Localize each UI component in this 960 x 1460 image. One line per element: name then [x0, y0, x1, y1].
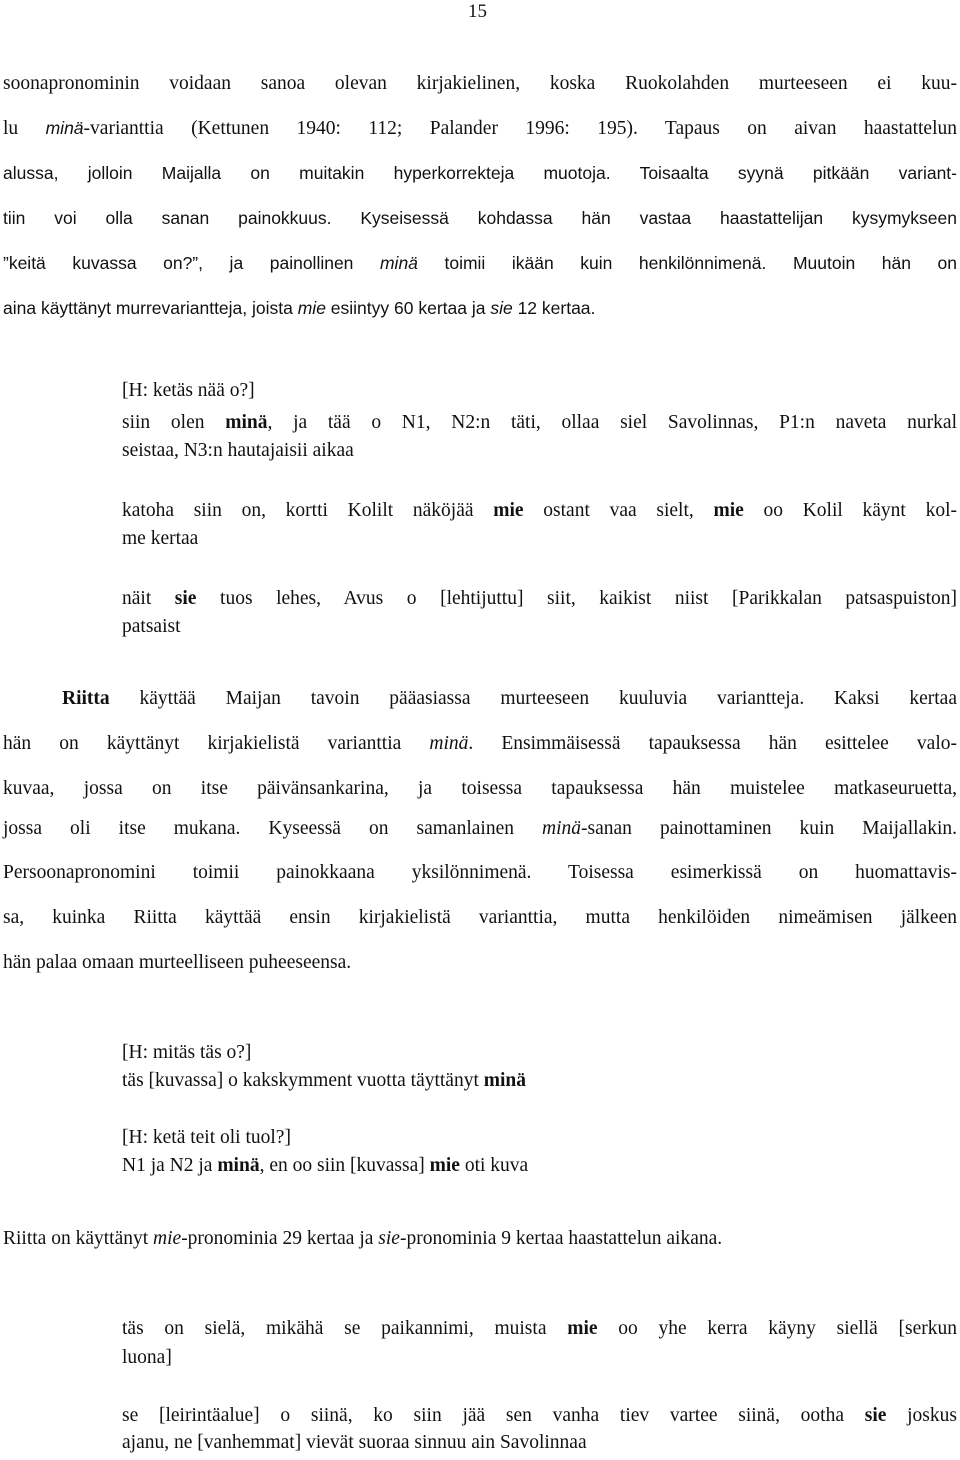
italic-term: mie	[297, 298, 326, 318]
bold-pronoun: minä	[483, 1070, 527, 1091]
text-line: Riitta käyttää Maijan tavoin pääasiassa murteeseen kuuluvia variantteja. Kaksi kertaa	[62, 688, 957, 709]
bold-name: Riitta	[62, 688, 110, 709]
quote-line: katoha siin on, kortti Kolilt näköjää mie ostant vaa sielt, mie oo Kolil käynt kol-	[122, 500, 957, 521]
text-line: aina käyttänyt murrevariantteja, joista mie esiintyy 60 kertaa ja sie 12 kertaa.	[3, 298, 596, 318]
page-number: 15	[468, 1, 487, 22]
bold-pronoun: sie	[864, 1405, 887, 1426]
quote-line: N1 ja N2 ja minä, en oo siin [kuvassa] mie oti kuva	[122, 1155, 529, 1176]
quote-line: se [leirintäalue] o siinä, ko siin jää sen vanha tiev vartee siinä, ootha sie joskus	[122, 1405, 957, 1426]
quote-line: seistaa, N3:n hautajaisii aikaa	[122, 440, 354, 461]
quote-line: siin olen minä, ja tää o N1, N2:n täti, ollaa siel Savolinnas, P1:n naveta nurkal	[122, 412, 957, 433]
bold-pronoun: mie	[567, 1318, 598, 1339]
italic-term: minä	[45, 118, 84, 138]
bold-pronoun: minä	[225, 412, 268, 433]
quote-line: ajanu, ne [vanhemmat] vievät suoraa sinnuu ain Savolinnaa	[122, 1432, 587, 1453]
text-line: soonapronominin voidaan sanoa olevan kirjakielinen, koska Ruokolahden murteeseen ei kuu-	[3, 73, 957, 94]
quote-line: luona]	[122, 1347, 172, 1368]
bold-pronoun: mie	[493, 500, 524, 521]
quote-line: näit sie tuos lehes, Avus o [lehtijuttu] siit, kaikist niist [Parikkalan patsaspuiston]	[122, 588, 957, 609]
bold-pronoun: mie	[429, 1155, 460, 1176]
interviewer-prompt: [H: mitäs täs o?]	[122, 1042, 252, 1063]
italic-term: minä	[429, 733, 469, 754]
italic-term: sie	[490, 298, 513, 318]
quote-line: me kertaa	[122, 528, 199, 549]
italic-term: mie	[153, 1228, 182, 1249]
text-line: Riitta on käyttänyt mie-pronominia 29 kertaa ja sie-pronominia 9 kertaa haastattelun aikana.	[3, 1228, 723, 1249]
text-line: hän on käyttänyt kirjakielistä varianttia minä. Ensimmäisessä tapauksessa hän esittelee valo-	[3, 733, 957, 754]
bold-pronoun: mie	[713, 500, 744, 521]
bold-pronoun: minä	[217, 1155, 260, 1176]
text-line: ”keitä kuvassa on?”, ja painollinen minä toimii ikään kuin henkilönnimenä. Muutoin hän on	[3, 253, 957, 273]
text-line: lu minä-varianttia (Kettunen 1940: 112; Palander 1996: 195). Tapaus on aivan haastattelun	[3, 118, 958, 139]
text-line: hän palaa omaan murteelliseen puheeseensa.	[3, 952, 352, 973]
text-line: jossa oli itse mukana. Kyseessä on samanlainen minä-sanan painottaminen kuin Maijallakin.	[3, 818, 957, 839]
italic-term: sie	[378, 1228, 400, 1249]
italic-term: minä	[542, 818, 582, 839]
interviewer-prompt: [H: ketä teit oli tuol?]	[122, 1127, 291, 1148]
text-line: kuvaa, jossa on itse päivänsankarina, ja toisessa tapauksessa hän muistelee matkaseuruetta,	[3, 778, 957, 799]
bold-pronoun: sie	[174, 588, 197, 609]
italic-term: minä	[379, 253, 418, 273]
quote-line: patsaist	[122, 616, 181, 637]
text-line: tiin voi olla sanan painokkuus. Kyseisessä kohdassa hän vastaa haastattelijan kysymykseen	[3, 208, 957, 228]
text-line: alussa, jolloin Maijalla on muitakin hyperkorrekteja muotoja. Toisaalta syynä pitkään variant-	[3, 163, 957, 183]
quote-line: täs [kuvassa] o kakskymment vuotta täyttänyt minä	[122, 1070, 527, 1091]
text-line: sa, kuinka Riitta käyttää ensin kirjakielistä varianttia, mutta henkilöiden nimeämisen jälkeen	[3, 907, 957, 928]
text-line: Persoonapronomini toimii painokkaana yksilönnimenä. Toisessa esimerkissä on huomattavis-	[3, 862, 957, 883]
interviewer-prompt: [H: ketäs nää o?]	[122, 380, 255, 401]
quote-line: täs on sielä, mikähä se paikannimi, muista mie oo yhe kerra käyny siellä [serkun	[122, 1318, 957, 1339]
